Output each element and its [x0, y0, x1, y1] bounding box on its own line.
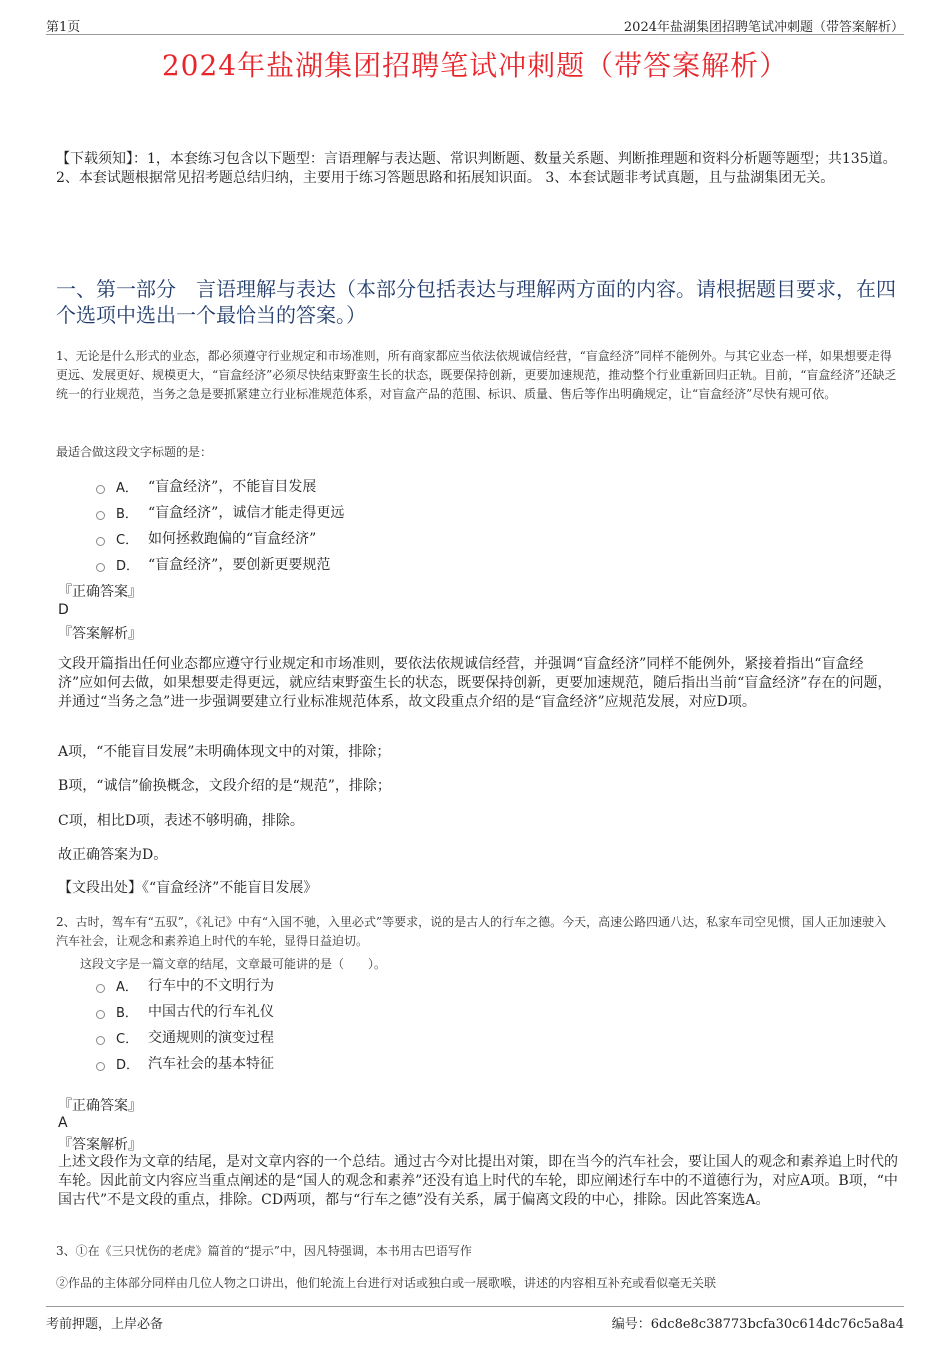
option-letter: C． [116, 1031, 139, 1047]
footer-rule [46, 1306, 904, 1307]
option-letter: D． [116, 558, 140, 574]
radio-icon[interactable] [96, 1062, 105, 1071]
analysis-conclusion: 故正确答案为D。 [58, 847, 168, 863]
question-3-line-2: ②作品的主体部分同样由几位人物之口讲出，他们轮流上台进行对话或独白或一展歌喉，讲述的内容相互补充或看似毫无关联 [56, 1276, 717, 1290]
option-letter: C． [116, 532, 139, 548]
footer-code: 编号：6dc8e8c38773bcfa30c614dc76c5a8a4 [611, 1317, 904, 1332]
question-1-text: 1、无论是什么形式的业态，都必须遵守行业规定和市场准则，所有商家都应当依法依规诚信经营，“盲盒经济”同样不能例外。与其它业态一样，如果想要走得更远、发展更好、规模更大，“盲盒经济”必须尽快结束野蛮生长的状态，既要保持创新，更要加速规范，推动整个行业重新回归正轨。目前，“盲盒经济”还缺乏统一的行业规范，当务之急是要抓紧建立行业标准规范体系，对盲盒产品的范围、标识、质量、售后等作出明确规定，让“盲盒经济”尽快有规可依。 [56, 349, 897, 401]
option-letter: A． [116, 979, 138, 995]
radio-icon[interactable] [96, 984, 105, 993]
footer-slogan: 考前押题，上岸必备 [46, 1317, 164, 1332]
option-b[interactable] [96, 998, 274, 1024]
radio-icon[interactable] [96, 1036, 105, 1045]
option-text: “盲盒经济”，要创新更要规范 [148, 557, 331, 573]
option-text: “盲盒经济”，不能盲目发展 [148, 479, 317, 495]
option-text: 行车中的不文明行为 [148, 978, 274, 994]
analysis-note-b: B项，“诚信”偷换概念，文段介绍的是“规范”，排除； [58, 778, 391, 794]
option-text: 中国古代的行车礼仪 [148, 1004, 274, 1020]
option-text: 如何拯救跑偏的“盲盒经济” [148, 531, 317, 547]
option-b[interactable] [96, 499, 344, 525]
correct-answer-value: A [58, 1115, 68, 1131]
option-letter: B． [116, 1005, 138, 1021]
option-d[interactable] [96, 551, 344, 577]
option-a[interactable] [96, 972, 274, 998]
correct-answer-label: 『正确答案』 [58, 584, 142, 600]
question-2-prompt: 这段文字是一篇文章的结尾，文章最可能讲的是（ ）。 [80, 957, 387, 971]
page-number: 第1页 [46, 20, 81, 35]
correct-answer-label: 『正确答案』 [58, 1098, 142, 1114]
option-c[interactable] [96, 525, 344, 551]
option-letter: B． [116, 506, 138, 522]
question-3-line-1: 3、①在《三只忧伤的老虎》篇首的“提示”中，因凡特强调，本书用古巴语写作 [56, 1244, 472, 1258]
analysis-note-c: C项，相比D项，表述不够明确，排除。 [58, 813, 304, 829]
page-title: 2024年盐湖集团招聘笔试冲刺题（带答案解析） [161, 49, 789, 82]
option-a[interactable] [96, 473, 344, 499]
option-d[interactable] [96, 1050, 274, 1076]
question-2-text: 2、古时，驾车有“五驭”，《礼记》中有“入国不驰，入里必式”等要求，说的是古人的行车之德。今天，高速公路四通八达，私家车司空见惯，国人正加速驶入汽车社会，让观念和素养追上时代的车轮，显得日益迫切。 [56, 915, 887, 948]
header-rule [46, 34, 904, 35]
radio-icon[interactable] [96, 537, 105, 546]
download-notice: 【下载须知】：1，本套练习包含以下题型：言语理解与表达题、常识判断题、数量关系题、判断推理题和资料分析题等题型；共135道。 2、本套试题根据常见招考题总结归纳，主要用于练习答题思路和拓展知识面。 3、本套试题非考试真题，且与盐湖集团无关。 [56, 151, 897, 186]
analysis-label: 『答案解析』 [58, 626, 142, 642]
option-text: 汽车社会的基本特征 [148, 1056, 274, 1072]
radio-icon[interactable] [96, 511, 105, 520]
option-letter: A． [116, 480, 138, 496]
question-1-prompt: 最适合做这段文字标题的是： [56, 445, 213, 459]
analysis-label: 『答案解析』 [58, 1137, 142, 1153]
option-text: “盲盒经济”，诚信才能走得更远 [148, 505, 345, 521]
analysis-note-a: A项，“不能盲目发展”未明确体现文中的对策，排除； [58, 744, 391, 760]
radio-icon[interactable] [96, 563, 105, 572]
source-citation: 【文段出处】《“盲盒经济”不能盲目发展》 [58, 880, 318, 896]
question-2-analysis: 上述文段作为文章的结尾，是对文章内容的一个总结。通过古今对比提出对策，即在当今的汽车社会，要让国人的观念和素养追上时代的车轮。因此前文内容应当重点阐述的是“国人的观念和素养”还没有追上时代的车轮，即应阐述行车中的不道德行为，对应A项。B项，“中国古代”不是文段的重点，排除。CD两项，都与“行车之德”没有关系，属于偏离文段的中心，排除。因此答案选A。 [58, 1154, 898, 1208]
option-letter: D． [116, 1057, 140, 1073]
question-1-analysis: 文段开篇指出任何业态都应遵守行业规定和市场准则，要依法依规诚信经营，并强调“盲盒经济”同样不能例外，紧接着指出“盲盒经济”应如何去做，如果想要走得更远，就应结束野蛮生长的状态，既要保持创新，更要加速规范，随后指出当前“盲盒经济”存在的问题，并通过“当务之急”进一步强调要建立行业标准规范体系，故文段重点介绍的是“盲盒经济”应规范发展，对应D项。 [58, 656, 892, 710]
question-2-options [96, 972, 274, 1076]
radio-icon[interactable] [96, 485, 105, 494]
correct-answer-value: D [58, 602, 69, 618]
option-text: 交通规则的演变过程 [148, 1030, 274, 1046]
header-doc-title: 2024年盐湖集团招聘笔试冲刺题（带答案解析） [623, 20, 904, 35]
option-c[interactable] [96, 1024, 274, 1050]
section-heading: 一、第一部分 言语理解与表达（本部分包括表达与理解两方面的内容。请根据题目要求，在四个选项中选出一个最恰当的答案。） [56, 277, 896, 327]
radio-icon[interactable] [96, 1010, 105, 1019]
question-1-options [96, 473, 344, 577]
